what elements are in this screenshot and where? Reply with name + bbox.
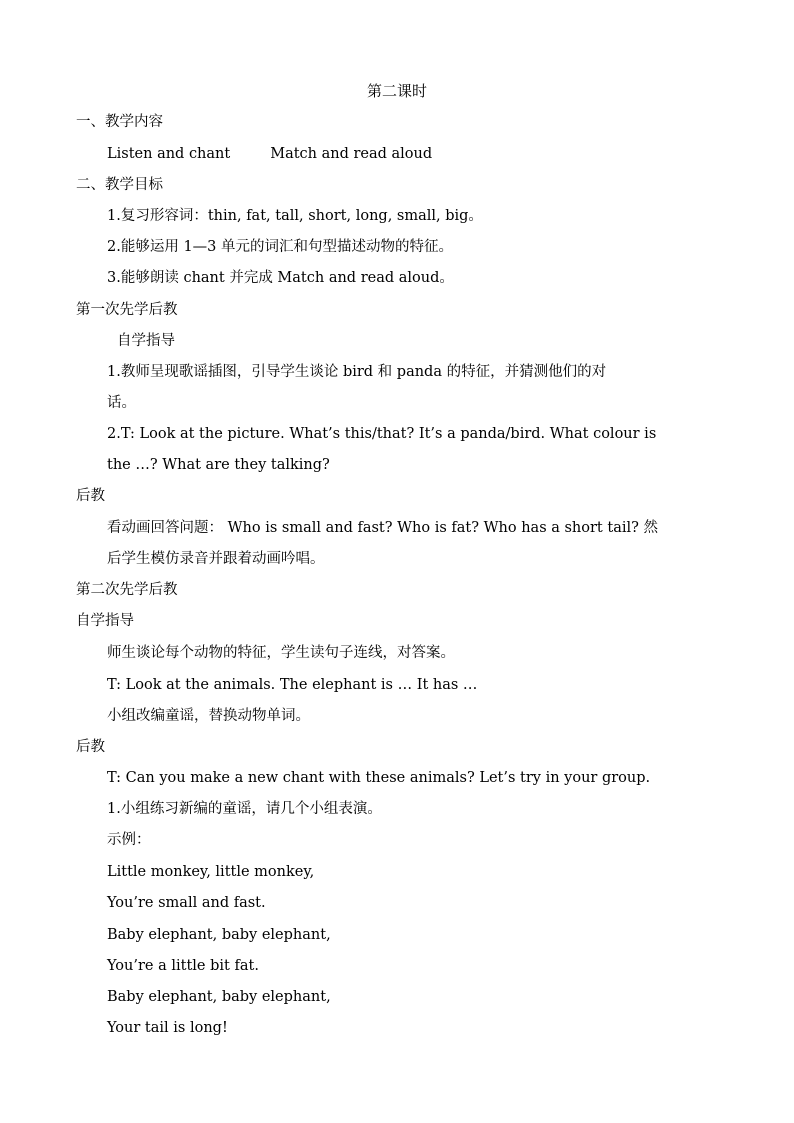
chant-line-4: You’re a little bit fat. (107, 958, 259, 974)
first-teach-heading: 后教 (76, 488, 105, 504)
section-heading-content: 一、教学内容 (76, 114, 163, 130)
chant-line-2: You’re small and fast. (107, 895, 266, 911)
first-round-heading: 第一次先学后教 (76, 302, 178, 318)
second-line-3: 小组改编童谣，替换动物单词。 (107, 708, 310, 724)
second-teach-line-2: 1.小组练习新编的童谣，请几个小组表演。 (107, 801, 382, 817)
first-teach-line-2: 后学生模仿录音并跟着动画吟唱。 (107, 551, 325, 567)
first-teach-line-1: 看动画回答问题： Who is small and fast? Who is fat? Who has a short tail? 然 (107, 520, 658, 536)
goal-item-1: 1.复习形容词：thin, fat, tall, short, long, small, big。 (107, 208, 483, 224)
first-self-study-heading: 自学指导 (117, 333, 175, 349)
goal-item-2: 2.能够运用 1—3 单元的词汇和句型描述动物的特征。 (107, 239, 454, 255)
chant-line-6: Your tail is long! (107, 1020, 228, 1036)
goal-item-3: 3.能够朗读 chant 并完成 Match and read aloud。 (107, 270, 454, 286)
second-self-study-heading: 自学指导 (76, 613, 134, 629)
second-teach-line-1: T: Can you make a new chant with these animals? Let’s try in your group. (107, 770, 651, 786)
section-heading-goals: 二、教学目标 (76, 177, 163, 193)
example-label: 示例： (107, 832, 151, 848)
second-round-heading: 第二次先学后教 (76, 582, 178, 598)
first-line-1: 1.教师呈现歌谣插图，引导学生谈论 bird 和 panda 的特征，并猜测他们的对 (107, 364, 607, 380)
content-item-1: Listen and chant (107, 146, 231, 162)
content-item-2: Match and read aloud (270, 146, 433, 162)
chant-line-5: Baby elephant, baby elephant, (107, 989, 331, 1005)
first-line-4: the …? What are they talking? (107, 457, 330, 473)
first-line-2: 话。 (107, 395, 136, 411)
first-line-3: 2.T: Look at the picture. What’s this/that? It’s a panda/bird. What colour is (107, 426, 657, 442)
chant-line-3: Baby elephant, baby elephant, (107, 927, 331, 943)
second-teach-heading: 后教 (76, 739, 105, 755)
content-items (107, 145, 432, 163)
page-title: 第二课时 (366, 82, 427, 100)
chant-line-1: Little monkey, little monkey, (107, 864, 315, 880)
second-line-2: T: Look at the animals. The elephant is … It has … (107, 677, 478, 693)
second-line-1: 师生谈论每个动物的特征，学生读句子连线，对答案。 (107, 645, 455, 661)
